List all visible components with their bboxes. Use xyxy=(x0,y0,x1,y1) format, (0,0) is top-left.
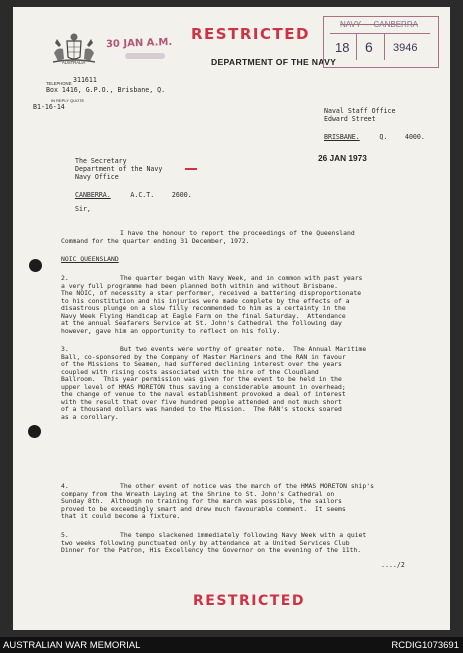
paragraph-line: company from the Wreath Laying at the Shrine to St. John's Cathedral on xyxy=(61,489,335,498)
intro-line-1: I have the honour to report the proceedings of the Queensland xyxy=(120,229,355,237)
paragraph-line: The tempo slackened immediately following Navy Week with a quiet xyxy=(120,531,367,539)
paragraph-line: a very full programme had been planned both within and without Brisbane. xyxy=(61,281,339,290)
archive-id: RCDIG1073691 xyxy=(391,640,459,651)
sender-city-line xyxy=(324,124,425,143)
paragraph-line: Ballroom. This year permission was given for the event to be held in the xyxy=(61,375,342,383)
salutation: Sir, xyxy=(75,205,91,213)
paragraph-line: of the Missions to Seamen, had suffered declining interest over the years xyxy=(61,360,342,368)
paragraph-line: proved to be exceedingly smart and drew much favourable comment. It seems xyxy=(61,504,346,513)
sender-line-1: Naval Staff Office xyxy=(324,107,396,115)
section-heading: NOIC QUEENSLAND xyxy=(61,255,119,263)
classification-top: RESTRICTED xyxy=(191,25,310,43)
file-stamp-number-3: 3946 xyxy=(393,42,418,54)
reply-quote-label: IN REPLY QUOTE xyxy=(51,98,85,103)
paragraph-line: The quarter began with Navy Week, and in common with past years xyxy=(120,274,363,282)
file-stamp-title: NAVY — CANBERRA xyxy=(340,20,418,29)
paragraph-line: to his constitution and his injuries were made complete by the effects of a xyxy=(61,296,350,305)
paragraph-line: The NOIC, of necessity a star performer, received a battering disproportionate xyxy=(61,289,362,297)
paragraph-line: however, gave him an opportunity to reflect on his folly. xyxy=(61,326,281,335)
recipient-state: A.C.T. xyxy=(130,191,155,199)
paragraph-number: 4. xyxy=(61,482,69,490)
paragraph-line: at the annual Seafarers Service at St. John's Cathedral the following day xyxy=(61,319,342,327)
crest-label: AUSTRALIA xyxy=(62,60,86,65)
recipient-postcode: 2600. xyxy=(171,191,192,199)
letter-date: 26 JAN 1973 xyxy=(318,153,367,163)
postal-box: Box 1416, G.P.O., Brisbane, Q. xyxy=(46,86,166,94)
paragraph-line: coupled with rising costs associated with the hire of the Cloudland xyxy=(61,367,319,376)
paragraph-line: The other event of notice was the march of the HMAS MORETON ship's xyxy=(120,482,374,490)
paragraph-line: as a corollary. xyxy=(61,412,119,421)
department-name: DEPARTMENT OF THE NAVY xyxy=(211,57,337,67)
reference-number: B1-16-14 xyxy=(33,103,65,111)
archive-footer xyxy=(0,637,463,653)
punch-hole-bottom xyxy=(28,425,41,438)
archive-name: AUSTRALIAN WAR MEMORIAL xyxy=(3,640,141,651)
recipient-line-2: Department of the Navy xyxy=(75,165,163,173)
coat-of-arms-icon xyxy=(49,31,99,71)
punch-hole-top xyxy=(29,259,42,272)
paragraph-line: the change of venue to the naval establishment provoked a deal of interest xyxy=(61,390,346,398)
recipient-line-1: The Secretary xyxy=(75,157,127,165)
file-stamp-number-2: 6 xyxy=(365,39,373,55)
sender-state: Q. xyxy=(379,133,388,141)
paragraph-line: that it could become a fixture. xyxy=(61,512,181,520)
sender-city: BRISBANE. xyxy=(324,133,360,141)
paragraph-line: two weeks following punctuated only by attendance at a United Services Club xyxy=(61,538,350,547)
paragraph-line: Sunday 8th. Although no training for the march was possible, the sailors xyxy=(61,497,342,505)
paragraph-line: Dinner for the Patron, His Excellency the Governor on the evening of the 11th. xyxy=(61,546,362,554)
paragraph-number: 5. xyxy=(61,531,69,539)
classification-bottom: RESTRICTED xyxy=(193,593,305,609)
recipient-line-3: Navy Office xyxy=(75,173,119,181)
recipient-city-line xyxy=(75,182,192,201)
red-ink-mark xyxy=(185,168,197,170)
telephone-number: 311611 xyxy=(73,76,97,84)
telephone-label: TELEPHONE: xyxy=(46,81,73,86)
paragraph-number: 3. xyxy=(61,345,69,353)
paragraph-line: But two events were worthy of greater note. The Annual Maritime xyxy=(120,345,367,353)
file-registry-stamp xyxy=(323,16,439,68)
sender-line-2: Edward Street xyxy=(324,115,376,123)
continuation-marker: ..../2 xyxy=(381,561,405,569)
paragraph-line: with the result that over five hundred people attended and not much short xyxy=(61,397,342,406)
paragraph-line: of a thousand dollars was handed to the Mission. The RAN's stocks soared xyxy=(61,405,342,413)
intro-line-2: Command for the quarter ending 31 December, 1972. xyxy=(61,237,250,245)
document-page xyxy=(13,7,450,630)
paragraph-line: Navy Week Flying Handicap at Eagle Farm on the final Saturday. Attendance xyxy=(61,311,346,320)
stamp-smudge xyxy=(125,53,165,59)
sender-postcode: 4000. xyxy=(404,133,425,141)
paragraph-number: 2. xyxy=(61,274,69,282)
date-received-stamp: 30 JAN A.M. xyxy=(105,36,173,51)
file-stamp-number-1: 18 xyxy=(335,40,350,55)
paragraph-line: upper level of HMAS MORETON thus saving a considerable amount in overhead; xyxy=(61,382,346,391)
recipient-city: CANBERRA. xyxy=(75,191,111,199)
paragraph-line: Ball, co-sponsored by the Company of Master Mariners and the RAN in favour xyxy=(61,352,346,361)
paragraph-line: disastrous plunge on a slow filly recommended to him as a certainty in the xyxy=(61,304,346,312)
